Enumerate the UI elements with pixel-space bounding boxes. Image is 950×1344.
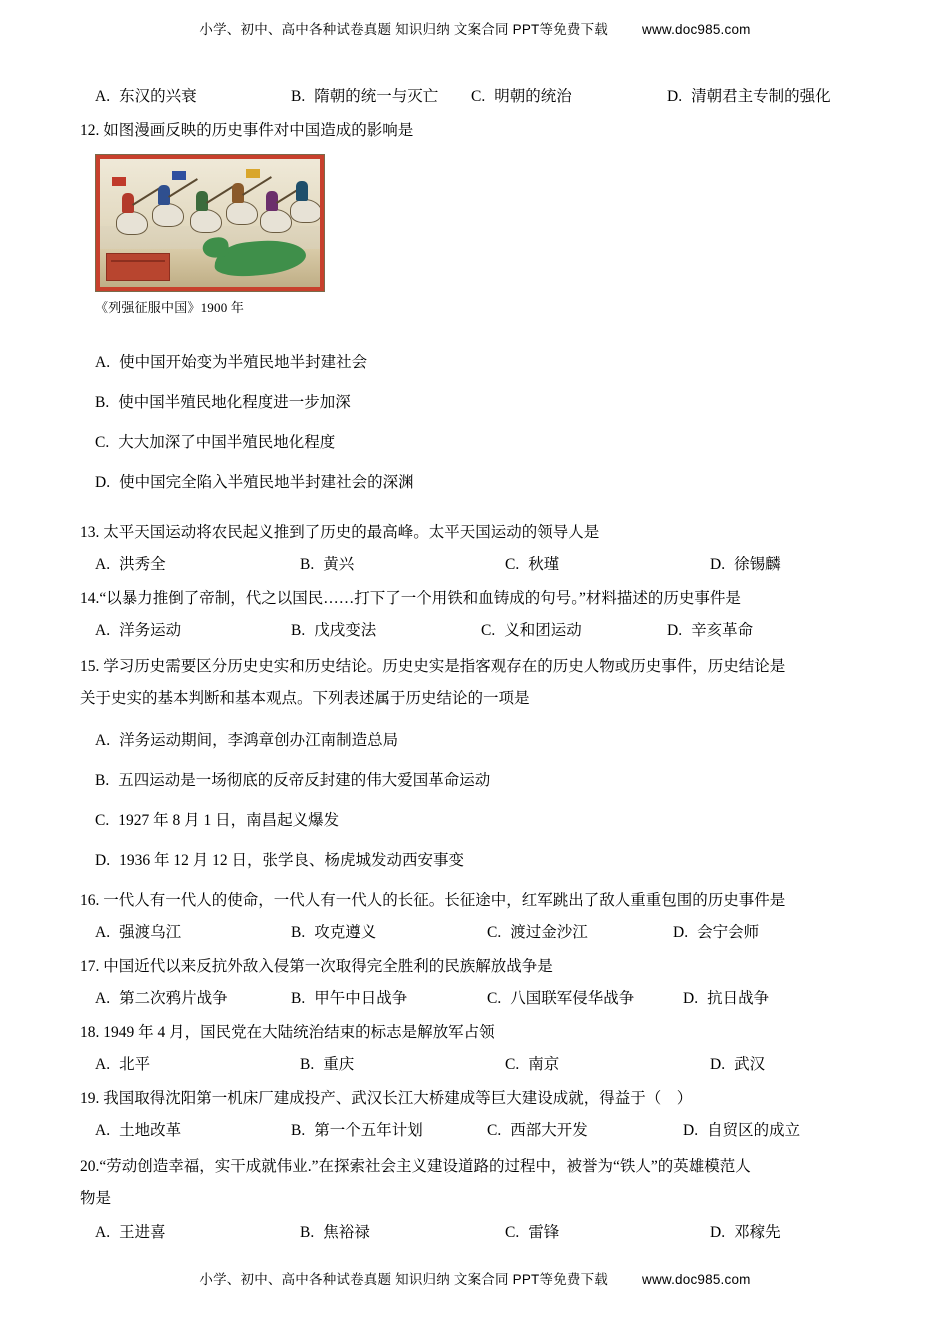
option-text: 焦裕禄 xyxy=(323,1224,370,1241)
option-text: 1936 年 12 月 12 日，张学良、杨虎城发动西安事变 xyxy=(119,852,464,869)
option-label: B. xyxy=(291,622,306,639)
option-item xyxy=(481,618,667,644)
option-text: 使中国开始变为半殖民地半封建社会 xyxy=(119,354,368,371)
option-text: 东汉的兴衰 xyxy=(119,88,197,105)
option-item xyxy=(80,390,870,416)
option-label: B. xyxy=(291,924,306,941)
option-item xyxy=(80,470,870,496)
option-label: D. xyxy=(683,1122,699,1139)
option-label: D. xyxy=(683,990,699,1007)
option-text: 强渡乌江 xyxy=(119,924,182,941)
options-row-q20 xyxy=(80,1220,870,1246)
option-label: B. xyxy=(300,556,315,573)
option-item xyxy=(80,84,291,110)
options-row-q18 xyxy=(80,1052,870,1078)
option-text: 清朝君主专制的强化 xyxy=(691,88,831,105)
option-item xyxy=(291,84,471,110)
option-text: 南京 xyxy=(528,1056,560,1073)
watermark-site: www.doc985.com xyxy=(642,1272,751,1287)
question-stem-17: 17. 中国近代以来反抗外敌入侵第一次取得完全胜利的民族解放战争是 xyxy=(80,958,553,975)
option-item xyxy=(80,430,870,456)
options-row-q19 xyxy=(80,1118,870,1144)
option-text: 八国联军侵华战争 xyxy=(510,990,635,1007)
option-item xyxy=(80,848,870,874)
question-stem-15-line2: 关于史实的基本判断和基本观点。下列表述属于历史结论的一项是 xyxy=(80,690,530,707)
option-text: 明朝的统治 xyxy=(494,88,572,105)
cartoon-image xyxy=(95,154,325,292)
option-item xyxy=(291,618,481,644)
option-item xyxy=(667,618,753,644)
option-label: D. xyxy=(95,474,111,491)
option-label: A. xyxy=(95,88,111,105)
option-label: C. xyxy=(95,812,110,829)
option-item xyxy=(291,1118,487,1144)
options-row-q13 xyxy=(80,552,870,578)
header-watermark xyxy=(0,18,950,38)
option-item xyxy=(80,618,291,644)
option-item xyxy=(683,986,769,1012)
option-text: 抗日战争 xyxy=(707,990,770,1007)
option-text: 西部大开发 xyxy=(510,1122,588,1139)
option-item xyxy=(487,1118,683,1144)
option-label: B. xyxy=(300,1224,315,1241)
option-label: C. xyxy=(487,990,502,1007)
option-text: 王进喜 xyxy=(119,1224,166,1241)
option-text: 重庆 xyxy=(323,1056,355,1073)
option-item xyxy=(291,920,487,946)
option-text: 渡过金沙江 xyxy=(510,924,588,941)
option-label: A. xyxy=(95,924,111,941)
option-item xyxy=(471,84,667,110)
question-stem-12: 12. 如图漫画反映的历史事件对中国造成的影响是 xyxy=(80,122,414,139)
option-label: A. xyxy=(95,354,111,371)
option-item xyxy=(80,1220,285,1246)
option-label: A. xyxy=(95,556,111,573)
question-stem-20-line1: 20.“劳动创造幸福，实干成就伟业.”在探索社会主义建设道路的过程中，被誉为“铁人”的英雄模范人 xyxy=(80,1158,751,1175)
option-label: D. xyxy=(710,1056,726,1073)
option-text: 武汉 xyxy=(734,1056,766,1073)
watermark-site: www.doc985.com xyxy=(642,22,751,37)
option-label: A. xyxy=(95,732,111,749)
option-item xyxy=(291,986,487,1012)
option-text: 徐锡麟 xyxy=(734,556,781,573)
option-item xyxy=(695,1052,900,1078)
option-text: 戊戌变法 xyxy=(314,622,377,639)
option-text: 邓稼先 xyxy=(734,1224,781,1241)
option-text: 第二次鸦片战争 xyxy=(119,990,228,1007)
option-text: 会宁会师 xyxy=(697,924,760,941)
option-label: C. xyxy=(505,1224,520,1241)
option-item xyxy=(285,552,490,578)
option-item xyxy=(80,552,285,578)
options-row-q17 xyxy=(80,986,870,1012)
option-text: 黄兴 xyxy=(323,556,355,573)
option-item xyxy=(80,1118,291,1144)
option-label: C. xyxy=(505,1056,520,1073)
option-item xyxy=(80,728,870,754)
option-item xyxy=(490,1220,695,1246)
option-item xyxy=(695,552,900,578)
question-stem-16: 16. 一代人有一代人的使命，一代人有一代人的长征。长征途中，红军跳出了敌人重重包围的历史事件是 xyxy=(80,892,786,909)
document-body xyxy=(80,78,870,1254)
question-stem-18: 18. 1949 年 4 月，国民党在大陆统治结束的标志是解放军占领 xyxy=(80,1024,495,1041)
option-item xyxy=(80,986,291,1012)
option-text: 1927 年 8 月 1 日，南昌起义爆发 xyxy=(118,812,340,829)
option-label: A. xyxy=(95,990,111,1007)
question-stem-15-line1: 15. 学习历史需要区分历史史实和历史结论。历史史实是指客观存在的历史人物或历史事件，历史结论是 xyxy=(80,658,786,675)
option-text: 自贸区的成立 xyxy=(707,1122,801,1139)
option-item xyxy=(80,350,870,376)
option-label: D. xyxy=(667,88,683,105)
option-text: 洪秀全 xyxy=(119,556,166,573)
option-text: 雷锋 xyxy=(528,1224,560,1241)
option-item xyxy=(80,920,291,946)
option-item xyxy=(683,1118,800,1144)
option-label: D. xyxy=(95,852,111,869)
option-text: 甲午中日战争 xyxy=(314,990,408,1007)
option-item xyxy=(285,1220,490,1246)
option-item xyxy=(667,84,831,110)
option-text: 隋朝的统一与灭亡 xyxy=(314,88,439,105)
options-row-q16 xyxy=(80,920,870,946)
option-text: 北平 xyxy=(119,1056,151,1073)
options-row-q14 xyxy=(80,618,870,644)
figure-caption: 《列强征服中国》1900 年 xyxy=(95,300,245,315)
option-label: D. xyxy=(673,924,689,941)
option-text: 大大加深了中国半殖民地化程度 xyxy=(118,434,336,451)
option-text: 义和团运动 xyxy=(504,622,582,639)
option-label: C. xyxy=(95,434,110,451)
option-item xyxy=(487,986,683,1012)
option-item xyxy=(487,920,673,946)
option-label: B. xyxy=(300,1056,315,1073)
option-item xyxy=(695,1220,900,1246)
option-label: C. xyxy=(505,556,520,573)
option-text: 使中国完全陷入半殖民地半封建社会的深渊 xyxy=(119,474,414,491)
option-label: D. xyxy=(710,1224,726,1241)
option-label: C. xyxy=(487,924,502,941)
question-stem-19: 19. 我国取得沈阳第一机床厂建成投产、武汉长江大桥建成等巨大建设成就，得益于（ ） xyxy=(80,1090,693,1107)
option-label: A. xyxy=(95,1122,111,1139)
option-label: D. xyxy=(667,622,683,639)
option-label: C. xyxy=(471,88,486,105)
option-text: 第一个五年计划 xyxy=(314,1122,423,1139)
question-stem-13: 13. 太平天国运动将农民起义推到了历史的最高峰。太平天国运动的领导人是 xyxy=(80,524,600,541)
option-text: 五四运动是一场彻底的反帝反封建的伟大爱国革命运动 xyxy=(118,772,491,789)
option-text: 秋瑾 xyxy=(528,556,560,573)
option-label: A. xyxy=(95,1056,111,1073)
figure-cartoon-12 xyxy=(95,154,323,318)
option-text: 攻克遵义 xyxy=(314,924,377,941)
footer-watermark xyxy=(0,1268,950,1288)
option-item xyxy=(80,768,870,794)
watermark-text: 小学、初中、高中各种试卷真题 知识归纳 文案合同 PPT等免费下载 xyxy=(199,22,608,37)
option-item xyxy=(490,552,695,578)
option-label: C. xyxy=(481,622,496,639)
option-label: C. xyxy=(487,1122,502,1139)
option-label: B. xyxy=(95,772,110,789)
option-label: B. xyxy=(291,1122,306,1139)
option-label: B. xyxy=(291,990,306,1007)
option-item xyxy=(80,1052,285,1078)
option-text: 洋务运动 xyxy=(119,622,182,639)
option-text: 辛亥革命 xyxy=(691,622,754,639)
option-item xyxy=(285,1052,490,1078)
option-text: 洋务运动期间，李鸿章创办江南制造总局 xyxy=(119,732,399,749)
option-label: B. xyxy=(291,88,306,105)
option-label: D. xyxy=(710,556,726,573)
option-item xyxy=(80,808,870,834)
watermark-text: 小学、初中、高中各种试卷真题 知识归纳 文案合同 PPT等免费下载 xyxy=(199,1272,608,1287)
option-label: B. xyxy=(95,394,110,411)
option-item xyxy=(490,1052,695,1078)
options-row-q11 xyxy=(80,84,870,110)
option-item xyxy=(673,920,759,946)
option-text: 使中国半殖民地化程度进一步加深 xyxy=(118,394,351,411)
option-text: 土地改革 xyxy=(119,1122,182,1139)
question-stem-20-line2: 物是 xyxy=(80,1190,112,1207)
option-label: A. xyxy=(95,1224,111,1241)
option-label: A. xyxy=(95,622,111,639)
question-stem-14: 14.“以暴力推倒了帝制，代之以国民……打下了一个用铁和血铸成的句号。”材料描述的历史事件是 xyxy=(80,590,741,607)
